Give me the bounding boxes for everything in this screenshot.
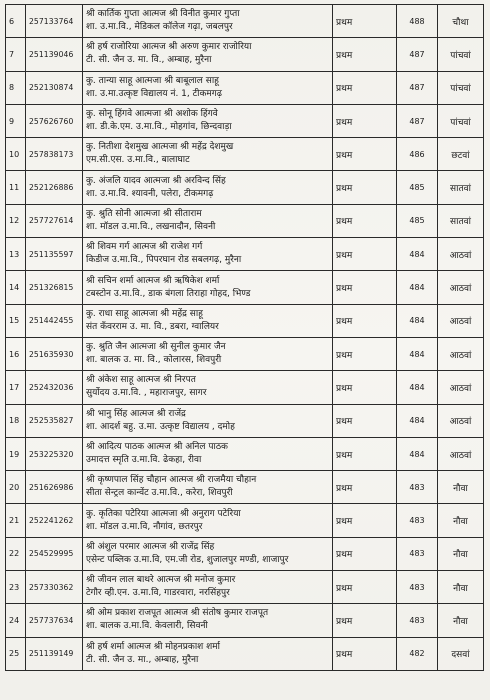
serial-number-cell: 22 (6, 537, 26, 570)
division-cell: प्रथम (333, 471, 397, 504)
rank-cell: नौवा (438, 537, 484, 570)
table-row (6, 471, 484, 504)
marks-cell: 487 (397, 38, 438, 71)
school-name: शा. मॉडल उ.मा.वि., लखनादौन, सिवनी (86, 221, 216, 232)
rank-cell: आठवां (438, 304, 484, 337)
student-name: श्री जीवन लाल बाथरे आत्मज श्री मनोज कुमार (86, 575, 236, 586)
roll-number-cell: 253225320 (26, 437, 83, 470)
rank-cell: छटवां (438, 138, 484, 171)
division-cell: प्रथम (333, 604, 397, 637)
school-name: उमादत्त स्मृति उ.मा.वि. ढेकहा, रीवा (86, 455, 202, 465)
student-name-school-cell (83, 637, 333, 670)
table-row (6, 104, 484, 137)
serial-number-cell: 19 (6, 437, 26, 470)
table-row (6, 637, 484, 670)
roll-number-cell: 251135597 (26, 238, 83, 271)
table-row (6, 537, 484, 570)
roll-number-cell: 252130874 (26, 71, 83, 104)
school-name: किडीज उ.मा.वि., पिपरघान रोड सबलगढ़, मुरैना (86, 255, 242, 266)
marks-cell: 484 (397, 371, 438, 404)
marks-cell: 482 (397, 637, 438, 670)
school-name: सुर्योदय उ.मा.वि. , महाराजपुर, सागर (86, 388, 207, 399)
table-row (6, 404, 484, 437)
school-name: शा. डी.के.एम. उ.मा.वि., मोहगांव, छिन्दवाड़ा (86, 122, 232, 133)
school-name: शा. आदर्श बहु. उ.मा. उत्कृष्ट विद्यालय , दमोह (86, 421, 235, 432)
roll-number-cell: 251635930 (26, 337, 83, 370)
table-row (6, 437, 484, 470)
rank-cell: दसवां (438, 637, 484, 670)
roll-number-cell: 251442455 (26, 304, 83, 337)
rank-cell: नौवा (438, 471, 484, 504)
school-name: शा. उ.मा.उत्कृष्ट विद्यालय नं. 1, टीकमगढ़ (86, 88, 222, 99)
division-cell: प्रथम (333, 504, 397, 537)
student-name-school-cell (83, 71, 333, 104)
school-name: टबस्टोन उ.मा.वि., डाक बंगला तिराहा गोहद, भिण्ड (86, 288, 251, 299)
roll-number-cell: 257626760 (26, 104, 83, 137)
serial-number-cell: 9 (6, 104, 26, 137)
roll-number-cell: 252241262 (26, 504, 83, 537)
rank-cell: चौथा (438, 5, 484, 38)
rank-cell: नौवा (438, 571, 484, 604)
marks-cell: 487 (397, 104, 438, 137)
student-name: कु. सोनू हिंगवे आत्मजा श्री अशोक हिंगवे (86, 109, 218, 120)
division-cell: प्रथम (333, 337, 397, 370)
rank-cell: पांचवां (438, 71, 484, 104)
student-name-school-cell (83, 504, 333, 537)
merit-list-table (5, 4, 484, 671)
student-name: श्री हर्ष शर्मा आत्मज श्री मोहनप्रकाश शर्मा (86, 641, 220, 652)
student-name-school-cell (83, 371, 333, 404)
division-cell: प्रथम (333, 138, 397, 171)
marks-cell: 484 (397, 404, 438, 437)
school-name: संत कँवरराम उ. मा. वि., डबरा, ग्वालियर (86, 321, 219, 332)
student-name-school-cell (83, 471, 333, 504)
division-cell: प्रथम (333, 238, 397, 271)
division-cell: प्रथम (333, 104, 397, 137)
division-cell: प्रथम (333, 537, 397, 570)
serial-number-cell: 7 (6, 38, 26, 71)
student-name: श्री हर्ष राजोरिया आत्मज श्री अरुण कुमार राजोरिया (86, 42, 252, 53)
student-name: कु. श्रुति जैन आत्मजा श्री सुनील कुमार जैन (86, 342, 226, 353)
roll-number-cell: 257330362 (26, 571, 83, 604)
student-name-school-cell (83, 604, 333, 637)
rank-cell: आठवां (438, 371, 484, 404)
marks-cell: 483 (397, 504, 438, 537)
marks-cell: 484 (397, 437, 438, 470)
rank-cell: आठवां (438, 271, 484, 304)
student-name: श्री ओम प्रकाश राजपूत आत्मज श्री संतोष कुमार राजपूत (86, 608, 269, 619)
marks-cell: 484 (397, 238, 438, 271)
student-name-school-cell (83, 104, 333, 137)
serial-number-cell: 15 (6, 304, 26, 337)
student-name-school-cell (83, 404, 333, 437)
table-row (6, 304, 484, 337)
school-name: शा. उ.मा.वि., मेडिकल कॉलेज गढ़ा, जबलपुर (86, 22, 233, 33)
student-name: श्री सचिन शर्मा आत्मज श्री ऋषिकेश शर्मा (86, 275, 220, 286)
division-cell: प्रथम (333, 404, 397, 437)
student-name: कु. अंजलि यादव आत्मजा श्री अरविन्द सिंह (86, 175, 226, 186)
marks-cell: 484 (397, 304, 438, 337)
serial-number-cell: 13 (6, 238, 26, 271)
roll-number-cell: 257737634 (26, 604, 83, 637)
student-name: श्री अंशुल परमार आत्मज श्री राजेंद्र सिंह (86, 541, 215, 552)
table-row (6, 5, 484, 38)
division-cell: प्रथम (333, 5, 397, 38)
school-name: टी. सी. जैन उ. मा., अम्बाह, मुरैना (86, 654, 199, 665)
school-name: शा. मॉडल उ.मा.वि, नौगांव, छतरपुर (86, 521, 203, 532)
roll-number-cell: 251326815 (26, 271, 83, 304)
roll-number-cell: 252432036 (26, 371, 83, 404)
division-cell: प्रथम (333, 171, 397, 204)
division-cell: प्रथम (333, 204, 397, 237)
roll-number-cell: 251139149 (26, 637, 83, 670)
marks-cell: 483 (397, 571, 438, 604)
serial-number-cell: 16 (6, 337, 26, 370)
division-cell: प्रथम (333, 437, 397, 470)
rank-cell: आठवां (438, 238, 484, 271)
table-row (6, 371, 484, 404)
school-name: एसेन्ट पब्लिक उ.मा.वि, एम.जी रोड, शुजालपुर मण्डी, शाजापुर (86, 554, 289, 565)
student-name-school-cell (83, 171, 333, 204)
marks-cell: 484 (397, 337, 438, 370)
student-name-school-cell (83, 337, 333, 370)
student-name: कु. कृतिका पटेरिया आत्मजा श्री अनुराग पटेरिया (86, 508, 241, 519)
marks-cell: 483 (397, 604, 438, 637)
student-name: श्री शिवम गर्ग आत्मज श्री राजेश गर्ग (86, 242, 203, 253)
division-cell: प्रथम (333, 71, 397, 104)
serial-number-cell: 20 (6, 471, 26, 504)
rank-cell: आठवां (438, 337, 484, 370)
table-row (6, 571, 484, 604)
division-cell: प्रथम (333, 304, 397, 337)
marks-cell: 484 (397, 271, 438, 304)
student-name-school-cell (83, 571, 333, 604)
student-name: कु. श्रुति सोनी आत्मजा श्री सीताराम (86, 208, 202, 219)
roll-number-cell: 257133764 (26, 5, 83, 38)
table-row (6, 171, 484, 204)
roll-number-cell: 251626986 (26, 471, 83, 504)
school-name: टेगौर व्ही.एन. उ.मा.वि, गाडरवारा, नरसिंहपुर (86, 588, 230, 599)
roll-number-cell: 257838173 (26, 138, 83, 171)
marks-cell: 487 (397, 71, 438, 104)
student-name-school-cell (83, 38, 333, 71)
roll-number-cell: 254529995 (26, 537, 83, 570)
school-name: शा. बालक उ.मा.वि. केवलारी, सिवनी (86, 621, 208, 632)
school-name: एम.सी.एस. उ.मा.वि., बालाघाट (86, 155, 190, 166)
school-name: शा. बालक उ. मा. वि., कोलारस, शिवपुरी (86, 355, 222, 366)
merit-list-body (6, 5, 484, 671)
division-cell: प्रथम (333, 271, 397, 304)
serial-number-cell: 21 (6, 504, 26, 537)
roll-number-cell: 252535827 (26, 404, 83, 437)
table-row (6, 38, 484, 71)
rank-cell: पांचवां (438, 104, 484, 137)
rank-cell: सातवां (438, 204, 484, 237)
table-row (6, 271, 484, 304)
student-name: श्री आदित्य पाठक आत्मज श्री अनिल पाठक (86, 442, 228, 452)
rank-cell: नौवा (438, 504, 484, 537)
serial-number-cell: 14 (6, 271, 26, 304)
student-name: श्री कार्तिक गुप्ता आत्मज श्री विनीत कुमार गुप्ता (86, 9, 240, 20)
student-name: कु. नितीशा देशमुख आत्मजा श्री महेंद्र देशमुख (86, 142, 234, 153)
table-row (6, 337, 484, 370)
roll-number-cell: 251139046 (26, 38, 83, 71)
student-name-school-cell (83, 238, 333, 271)
student-name: श्री भानु सिंह आत्मज श्री राजेंद्र (86, 408, 186, 419)
student-name-school-cell (83, 304, 333, 337)
marks-cell: 485 (397, 204, 438, 237)
student-name-school-cell (83, 271, 333, 304)
rank-cell: पांचवां (438, 38, 484, 71)
student-name: श्री कृष्णपाल सिंह चौहान आत्मज श्री राजमैया चौहान (86, 475, 257, 486)
school-name: शा. उ.मा.वि. श्यावनी, पलेरा, टीकमगढ़ (86, 188, 214, 199)
serial-number-cell: 6 (6, 5, 26, 38)
student-name-school-cell (83, 204, 333, 237)
student-name-school-cell (83, 138, 333, 171)
student-name: कु. राधा साहू आत्मजा श्री महेंद्र साहू (86, 308, 203, 319)
serial-number-cell: 11 (6, 171, 26, 204)
serial-number-cell: 18 (6, 404, 26, 437)
rank-cell: आठवां (438, 437, 484, 470)
serial-number-cell: 17 (6, 371, 26, 404)
marks-cell: 485 (397, 171, 438, 204)
school-name: सीता सेन्ट्रल कान्वेंट उ.मा.वि., करेरा, शिवपुरी (86, 488, 233, 499)
student-name: कु. तान्या साहू आत्मजा श्री बाबूलाल साहू (86, 75, 219, 86)
marks-cell: 483 (397, 471, 438, 504)
student-name-school-cell (83, 437, 333, 470)
division-cell: प्रथम (333, 371, 397, 404)
rank-cell: नौवा (438, 604, 484, 637)
serial-number-cell: 12 (6, 204, 26, 237)
marks-cell: 483 (397, 537, 438, 570)
division-cell: प्रथम (333, 571, 397, 604)
serial-number-cell: 24 (6, 604, 26, 637)
student-name: श्री अंकेश साहू आत्मज श्री निरपत (86, 375, 196, 386)
table-row (6, 204, 484, 237)
rank-cell: सातवां (438, 171, 484, 204)
roll-number-cell: 252126886 (26, 171, 83, 204)
student-name-school-cell (83, 5, 333, 38)
roll-number-cell: 257727614 (26, 204, 83, 237)
rank-cell: आठवां (438, 404, 484, 437)
school-name: टी. सी. जैन उ. मा. वि., अम्बाह, मुरैना (86, 55, 212, 66)
division-cell: प्रथम (333, 38, 397, 71)
table-row (6, 604, 484, 637)
table-row (6, 504, 484, 537)
serial-number-cell: 8 (6, 71, 26, 104)
table-row (6, 71, 484, 104)
division-cell: प्रथम (333, 637, 397, 670)
serial-number-cell: 10 (6, 138, 26, 171)
table-row (6, 238, 484, 271)
table-row (6, 138, 484, 171)
student-name-school-cell (83, 537, 333, 570)
serial-number-cell: 25 (6, 637, 26, 670)
marks-cell: 486 (397, 138, 438, 171)
serial-number-cell: 23 (6, 571, 26, 604)
marks-cell: 488 (397, 5, 438, 38)
